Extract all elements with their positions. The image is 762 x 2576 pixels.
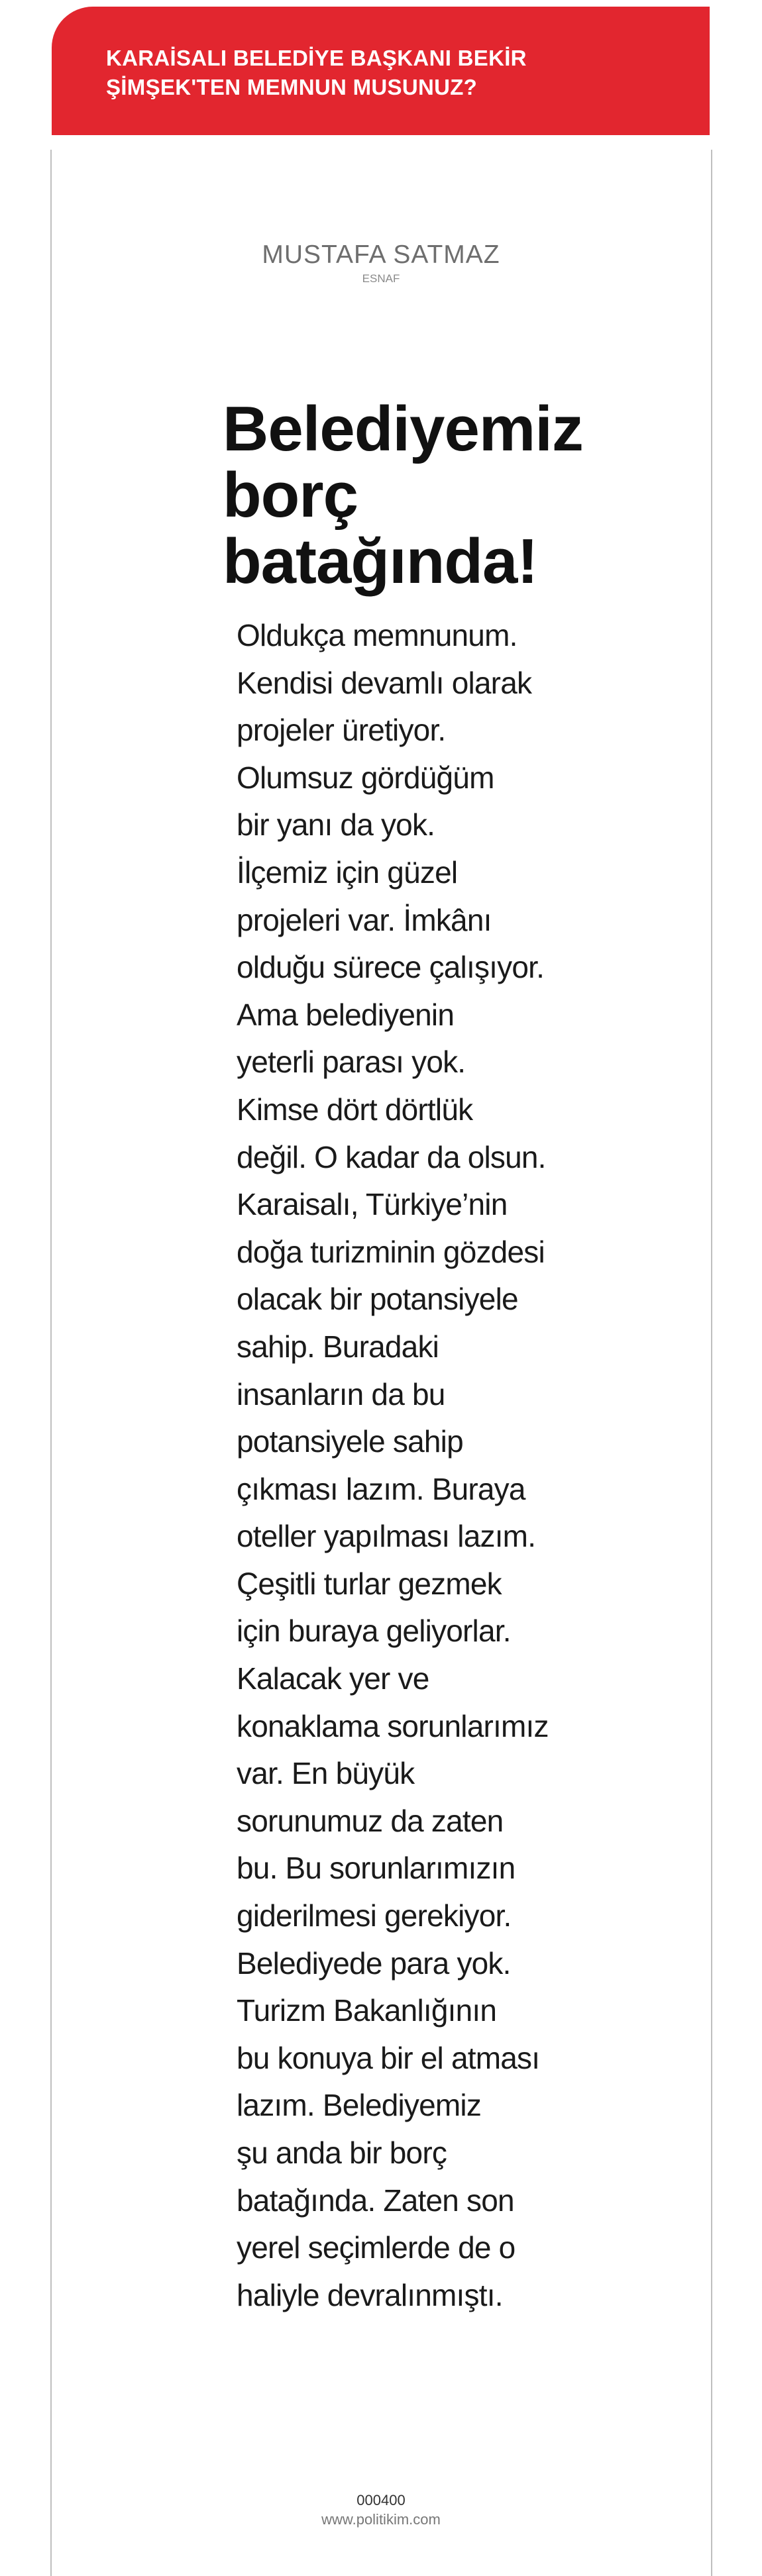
author-role: ESNAF (362, 272, 400, 285)
headline-line-3: batağında! (223, 526, 538, 597)
body-line: Karaisalı, Türkiye’nin (237, 1187, 508, 1222)
body-line: giderilmesi gerekiyor. (237, 1898, 512, 1933)
body-line: Kendisi devamlı olarak (237, 665, 532, 700)
body-line: projeleri var. İmkânı (237, 902, 492, 937)
body-line: lazım. Belediyemiz (237, 2088, 482, 2123)
body-line: sorunumuz da zaten (237, 1803, 504, 1838)
body-line: yerel seçimlerde de o (237, 2230, 516, 2265)
right-border-rule (711, 150, 712, 2576)
footer-url: www.politikim.com (321, 2511, 441, 2528)
body-line: bu konuya bir el atması (237, 2040, 540, 2075)
body-line: haliyle devralınmıştı. (237, 2277, 503, 2312)
body-line: konaklama sorunlarımız (237, 1708, 549, 1743)
headline (223, 393, 594, 597)
body-line: değil. O kadar da olsun. (237, 1139, 546, 1174)
body-line: Kimse dört dörtlük (237, 1092, 473, 1127)
body-line: şu anda bir borç (237, 2136, 447, 2170)
body-line: yeterli parası yok. (237, 1045, 466, 1080)
body-line: İlçemiz için güzel (237, 854, 458, 890)
body-line: oteller yapılması lazım. (237, 1519, 536, 1554)
body-line: Olumsuz gördüğüm (237, 760, 494, 795)
header-title-line-2: ŞİMŞEK'TEN MEMNUN MUSUNUZ? (106, 75, 478, 99)
body-line: insanların da bu (237, 1376, 445, 1412)
body-line: için buraya geliyorlar. (237, 1614, 511, 1649)
author-name: MUSTAFA SATMAZ (262, 240, 500, 269)
header-banner (52, 7, 710, 135)
body-line: doğa turizminin gözdesi (237, 1234, 545, 1269)
body-line: olduğu sürece çalışıyor. (237, 950, 545, 985)
body-line: bir yanı da yok. (237, 807, 435, 843)
body-line: Kalacak yer ve (237, 1661, 429, 1696)
body-line: sahip. Buradaki (237, 1329, 439, 1364)
body-line: olacak bir potansiyele (237, 1282, 518, 1317)
body-line: var. En büyük (237, 1756, 415, 1791)
headline-line-2: borç (223, 460, 358, 531)
body-line: projeler üretiyor. (237, 713, 446, 748)
header-title (106, 44, 610, 102)
header-title-line-1: KARAİSALI BELEDİYE BAŞKANI BEKİR (106, 46, 527, 70)
body-line: Çeşitli turlar gezmek (237, 1566, 502, 1601)
body-line: Ama belediyenin (237, 997, 455, 1032)
headline-line-1: Belediyemiz (223, 393, 583, 464)
body-line: çıkması lazım. Buraya (237, 1471, 525, 1506)
footer (219, 2491, 543, 2530)
body-line: Oldukça memnunum. (237, 618, 517, 652)
body-line: Belediyede para yok. (237, 1945, 511, 1981)
left-border-rule (50, 150, 52, 2576)
body-line: bu. Bu sorunlarımızın (237, 1851, 516, 1886)
author-byline (152, 240, 610, 286)
body-text (237, 612, 608, 2319)
body-line: batağında. Zaten son (237, 2183, 514, 2218)
footer-code: 000400 (356, 2492, 406, 2508)
body-line: potansiyele sahip (237, 1424, 463, 1459)
body-line: Turizm Bakanlığının (237, 1993, 497, 2028)
